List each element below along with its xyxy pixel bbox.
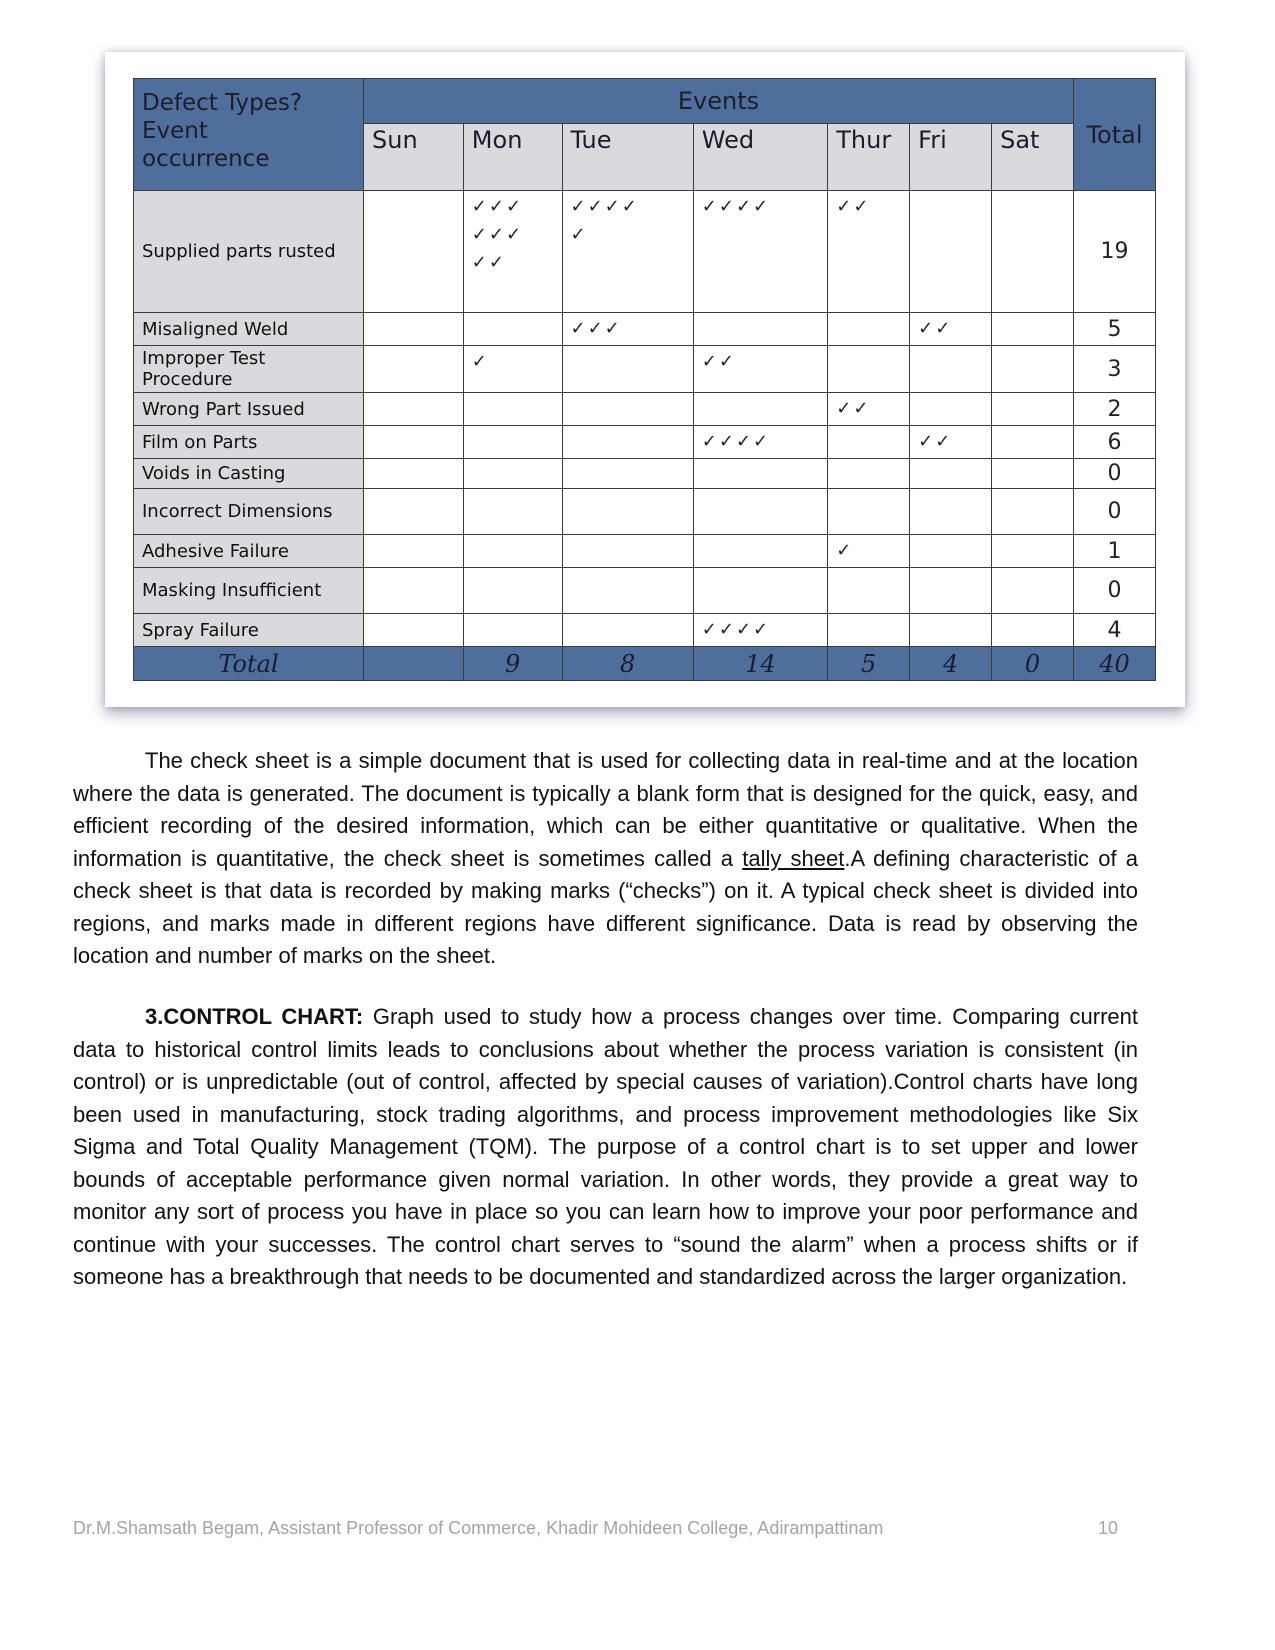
corner-label-line-2: Event [142, 118, 208, 144]
day-header-wed: Wed [693, 124, 827, 191]
check-sheet-table [133, 78, 1156, 681]
tally-cell-fri [910, 191, 992, 313]
day-total-sat: 0 [992, 647, 1074, 681]
defect-type-label: Spray Failure [134, 614, 364, 647]
defect-type-label: Supplied parts rusted [134, 191, 364, 313]
row-total: 4 [1074, 614, 1156, 647]
tally-cell-fri [910, 459, 992, 489]
tally-cell-wed [693, 489, 827, 535]
tally-cell-wed: ✓✓ [693, 346, 827, 393]
tally-cell-sat [992, 346, 1074, 393]
defect-type-label: Incorrect Dimensions [134, 489, 364, 535]
defect-row [134, 393, 1156, 426]
tally-cell-wed: ✓✓✓✓ [693, 191, 827, 313]
row-total: 0 [1074, 489, 1156, 535]
defect-row [134, 614, 1156, 647]
tally-cell-fri [910, 393, 992, 426]
day-total-tue: 8 [562, 647, 693, 681]
row-total: 0 [1074, 459, 1156, 489]
tally-cell-fri [910, 568, 992, 614]
day-total-sun [364, 647, 464, 681]
defect-type-label: Wrong Part Issued [134, 393, 364, 426]
tally-sheet-link[interactable]: tally sheet [742, 845, 845, 871]
day-total-fri: 4 [910, 647, 992, 681]
tally-cell-sat [992, 313, 1074, 346]
check-sheet-figure [105, 52, 1185, 707]
day-header-mon: Mon [463, 124, 562, 191]
tally-cell-sun [364, 191, 464, 313]
tally-cell-thur [828, 426, 910, 459]
defect-type-label: Adhesive Failure [134, 535, 364, 568]
row-total: 0 [1074, 568, 1156, 614]
tally-cell-wed [693, 393, 827, 426]
total-header: Total [1074, 79, 1156, 191]
tally-cell-thur [828, 568, 910, 614]
tally-cell-thur [828, 489, 910, 535]
tally-cell-fri [910, 489, 992, 535]
tally-cell-sun [364, 489, 464, 535]
day-header-fri: Fri [910, 124, 992, 191]
row-total: 5 [1074, 313, 1156, 346]
day-header-tue: Tue [562, 124, 693, 191]
tally-cell-sun [364, 535, 464, 568]
tally-cell-tue: ✓✓✓✓ ✓ [562, 191, 693, 313]
tally-cell-sat [992, 191, 1074, 313]
control-chart-heading: 3.CONTROL CHART: [145, 1004, 364, 1029]
tally-cell-sat [992, 568, 1074, 614]
defect-type-label: Masking Insufficient [134, 568, 364, 614]
day-header-thur: Thur [828, 124, 910, 191]
tally-cell-tue [562, 614, 693, 647]
row-total: 19 [1074, 191, 1156, 313]
grand-total: 40 [1074, 647, 1156, 681]
day-total-mon: 9 [463, 647, 562, 681]
tally-cell-wed: ✓✓✓✓ [693, 426, 827, 459]
total-row-label: Total [134, 647, 364, 681]
paragraph1-text-a: The check sheet is a simple document that is used for collecting data in real-time and at the location where the data is generated. The document is typically a blank form that is designed for the quick, easy, and efficient recording of the desired information, which can be either quantitative or qualitative. When the information is quantitative, the check sheet is sometimes called a [73, 748, 1138, 871]
tally-cell-sun [364, 426, 464, 459]
tally-cell-mon [463, 535, 562, 568]
total-row [134, 647, 1156, 681]
tally-cell-wed [693, 568, 827, 614]
defect-type-label: Voids in Casting [134, 459, 364, 489]
tally-cell-thur [828, 346, 910, 393]
tally-cell-tue [562, 568, 693, 614]
tally-cell-wed [693, 313, 827, 346]
tally-cell-thur: ✓✓ [828, 393, 910, 426]
tally-cell-sat [992, 614, 1074, 647]
tally-cell-thur [828, 614, 910, 647]
tally-cell-thur: ✓✓ [828, 191, 910, 313]
tally-cell-tue: ✓✓✓ [562, 313, 693, 346]
day-header-sat: Sat [992, 124, 1074, 191]
tally-cell-mon [463, 426, 562, 459]
tally-cell-sat [992, 535, 1074, 568]
check-sheet-paragraph [73, 745, 1138, 973]
tally-cell-sat [992, 393, 1074, 426]
row-total: 1 [1074, 535, 1156, 568]
tally-cell-sat [992, 426, 1074, 459]
footer-author: Dr.M.Shamsath Begam, Assistant Professor of Commerce, Khadir Mohideen College, Adirampattinam [73, 1518, 884, 1538]
defect-type-header [134, 79, 364, 191]
defect-type-label: Improper Test Procedure [134, 346, 364, 393]
tally-cell-fri: ✓✓ [910, 313, 992, 346]
tally-cell-mon: ✓ [463, 346, 562, 393]
row-total: 2 [1074, 393, 1156, 426]
day-total-wed: 14 [693, 647, 827, 681]
tally-cell-mon [463, 459, 562, 489]
tally-cell-sun [364, 346, 464, 393]
control-chart-paragraph [73, 1001, 1138, 1294]
tally-cell-tue [562, 393, 693, 426]
tally-cell-fri [910, 346, 992, 393]
tally-cell-mon [463, 313, 562, 346]
tally-cell-mon [463, 393, 562, 426]
paragraph1-text-b: .A defining characteristic of a check sheet is that data is recorded by making marks (“checks”) on it. A typical check sheet is divided into regions, and marks made in different regions have different significance. Data is read by observing the location and number of marks on the sheet. [73, 845, 1139, 968]
tally-cell-tue [562, 535, 693, 568]
tally-cell-tue [562, 489, 693, 535]
tally-cell-wed [693, 535, 827, 568]
tally-cell-thur [828, 313, 910, 346]
day-total-thur: 5 [828, 647, 910, 681]
tally-cell-mon [463, 489, 562, 535]
tally-cell-sun [364, 568, 464, 614]
defect-row [134, 191, 1156, 313]
tally-cell-fri [910, 614, 992, 647]
tally-cell-sun [364, 459, 464, 489]
tally-cell-tue [562, 426, 693, 459]
tally-cell-tue [562, 346, 693, 393]
tally-cell-wed: ✓✓✓✓ [693, 614, 827, 647]
tally-cell-sun [364, 393, 464, 426]
tally-cell-sat [992, 459, 1074, 489]
tally-cell-mon: ✓✓✓ ✓✓✓ ✓✓ [463, 191, 562, 313]
tally-cell-sun [364, 614, 464, 647]
day-header-sun: Sun [364, 124, 464, 191]
events-header: Events [364, 79, 1074, 124]
tally-cell-mon [463, 614, 562, 647]
page-footer [73, 1518, 1118, 1539]
row-total: 3 [1074, 346, 1156, 393]
defect-type-label: Film on Parts [134, 426, 364, 459]
tally-cell-mon [463, 568, 562, 614]
corner-label-line-1: Defect Types? [142, 90, 303, 116]
page-number: 10 [1097, 1518, 1118, 1538]
tally-cell-tue [562, 459, 693, 489]
tally-cell-sun [364, 313, 464, 346]
tally-cell-thur [828, 459, 910, 489]
corner-label-line-3: occurrence [142, 146, 270, 172]
defect-row [134, 568, 1156, 614]
tally-cell-sat [992, 489, 1074, 535]
tally-cell-fri [910, 535, 992, 568]
defect-row [134, 489, 1156, 535]
defect-row [134, 313, 1156, 346]
tally-cell-fri: ✓✓ [910, 426, 992, 459]
control-chart-body: Graph used to study how a process changes over time. Comparing current data to historical control limits leads to conclusions about whether the process variation is consistent (in control) or is unpredictable (out of control, affected by special causes of variation).Control charts have long been used in manufacturing, stock trading algorithms, and process improvement methodologies like Six Sigma and Total Quality Management (TQM). The purpose of a control chart is to set upper and lower bounds of acceptable performance given normal variation. In other words, they provide a great way to monitor any sort of process you have in place so you can learn how to improve your poor performance and continue with your successes. The control chart serves to “sound the alarm” when a process shifts or if someone has a breakthrough that needs to be documented and standardized across the larger organization. [73, 1004, 1138, 1289]
defect-row [134, 346, 1156, 393]
tally-cell-wed [693, 459, 827, 489]
row-total: 6 [1074, 426, 1156, 459]
defect-row [134, 459, 1156, 489]
defect-type-label: Misaligned Weld [134, 313, 364, 346]
defect-row [134, 535, 1156, 568]
defect-row [134, 426, 1156, 459]
tally-cell-thur: ✓ [828, 535, 910, 568]
